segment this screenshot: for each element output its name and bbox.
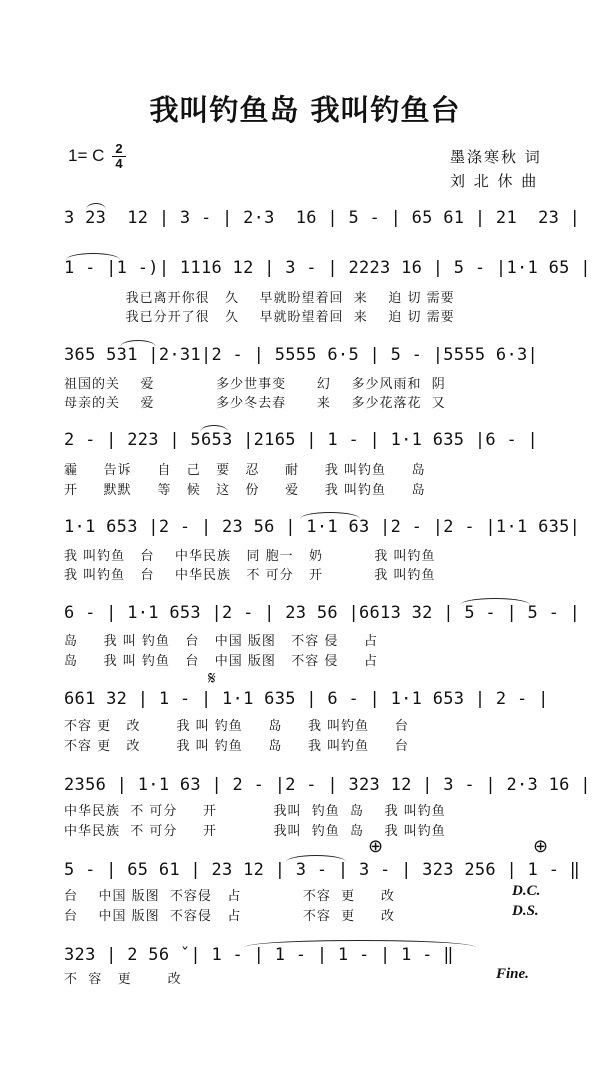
lyric-line: 我 叫钓鱼 台 中华民族 不 可分 开 我 叫钓鱼 <box>64 568 436 583</box>
lyric-line: 我已离开你很 久 早就盼望着回 来 迫 切 需要 <box>64 291 455 306</box>
lyric-line: 祖国的关 爱 多少世事变 幻 多少风雨和 阴 <box>64 377 446 392</box>
time-signature <box>112 143 126 170</box>
slur <box>300 512 360 519</box>
lyric-line: 不容 更 改 我 叫 钓鱼 岛 我 叫钓鱼 台 <box>64 739 409 754</box>
lyric-line: 我 叫钓鱼 台 中华民族 同 胞一 奶 我 叫钓鱼 <box>64 549 436 564</box>
score-system-3 <box>64 345 544 375</box>
ds-marking: D.S. <box>512 903 539 919</box>
slur <box>120 340 156 347</box>
dc-marking: D.C. <box>512 883 541 899</box>
coda-icon: ⊕ <box>368 836 384 857</box>
notation-line: 2356 | 1·1 63 | 2 - |2 - | 323 12 | 3 - | 2·3 16 | <box>64 775 591 795</box>
lyric-line: 中华民族 不 可分 开 我叫 钓鱼 岛 我 叫钓鱼 <box>64 824 446 839</box>
lyric-line: 我已分开了很 久 早就盼望着回 来 迫 切 需要 <box>64 310 455 325</box>
lyric-line: 霾 告诉 自 己 要 忍 耐 我 叫钓鱼 岛 <box>64 463 426 478</box>
notation-line: 365 531 |2·31|2 - | 5555 6·5 | 5 - |5555 6·3| <box>64 345 539 365</box>
score-system-2 <box>64 258 591 288</box>
lyric-line: 岛 我 叫 钓鱼 台 中国 版图 不容 侵 占 <box>64 654 379 669</box>
lyric-line: 岛 我 叫 钓鱼 台 中国 版图 不容 侵 占 <box>64 634 379 649</box>
lyric-line: 不 容 更 改 <box>64 972 182 987</box>
lyric-line: 台 中国 版图 不容侵 占 不容 更 改 <box>64 889 395 904</box>
lyric-line: 中华民族 不 可分 开 我叫 钓鱼 岛 我 叫钓鱼 <box>64 804 446 819</box>
lyric-line: 母亲的关 爱 多少冬去春 来 多少花落花 又 <box>64 396 446 411</box>
notation-line: 1·1 653 |2 - | 23 56 | 1·1 63 |2 - |2 - |1·1 635| <box>64 517 581 537</box>
segno-icon: 𝄋 <box>208 668 216 689</box>
lyricist-credit: 墨涤寒秋 词 <box>450 148 542 166</box>
slur <box>460 598 530 605</box>
notation-line: 6 - | 1·1 653 |2 - | 23 56 |6613 32 | 5 - | 5 - | <box>64 603 581 623</box>
notation-line: 323 | 2 56 ˇ| 1 - | 1 - | 1 - | 1 - ‖ <box>64 945 454 965</box>
notation-line: 3 23 12 | 3 - | 2·3 16 | 5 - | 65 61 | 21 23 | <box>64 208 581 228</box>
score-system-4 <box>64 430 544 460</box>
notation-line: 661 32 | 1 - | 1·1 635 | 6 - | 1·1 653 | 2 - | <box>64 689 549 709</box>
time-signature-top: 2 <box>115 141 123 156</box>
slur <box>245 940 475 947</box>
score-system-6 <box>64 603 581 633</box>
lyric-line: 台 中国 版图 不容侵 占 不容 更 改 <box>64 909 395 924</box>
score-system-5 <box>64 517 581 547</box>
song-title: 我叫钓鱼岛 我叫钓鱼台 <box>149 93 461 127</box>
slur <box>86 203 106 210</box>
coda-icon: ⊕ <box>533 836 549 857</box>
lyric-line: 不容 更 改 我 叫 钓鱼 岛 我 叫钓鱼 台 <box>64 719 409 734</box>
notation-line: 2 - | 223 | 5653 |2165 | 1 - | 1·1 635 |6 - | <box>64 430 539 450</box>
notation-line: 1 - |1 -)| 1116 12 | 3 - | 2223 16 | 5 - |1·1 65 | <box>64 258 591 278</box>
lyric-line: 开 默默 等 候 这 份 爱 我 叫钓鱼 岛 <box>64 483 426 498</box>
composer-credit: 刘 北 休 曲 <box>450 172 539 190</box>
notation-line: 5 - | 65 61 | 23 12 | 3 - | 3 - | 323 256 | 1 - ‖ <box>64 860 581 880</box>
fine-marking: Fine. <box>496 966 529 982</box>
slur <box>200 425 228 432</box>
score-system-1 <box>64 208 581 238</box>
key-signature: 1= C <box>68 146 105 165</box>
slur <box>286 855 346 862</box>
slur <box>66 253 120 260</box>
time-signature-bottom: 4 <box>115 156 123 171</box>
